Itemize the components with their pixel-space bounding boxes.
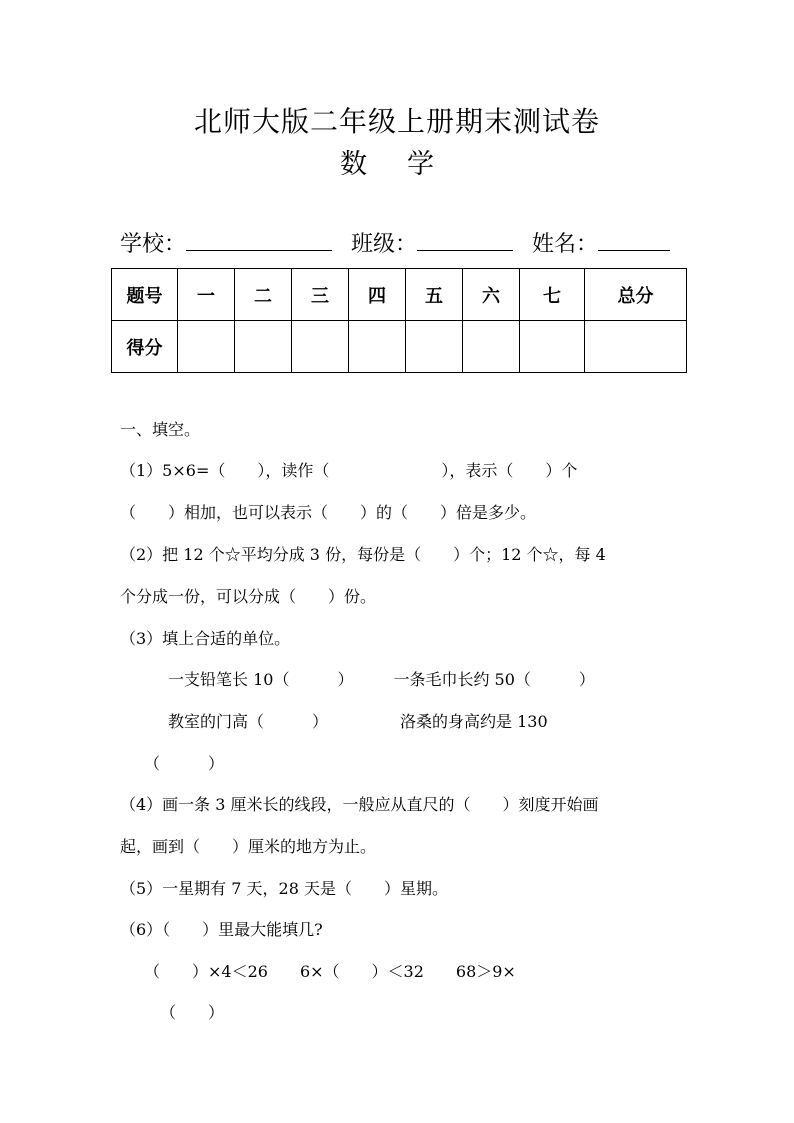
class-label: 班级： bbox=[351, 232, 418, 257]
score-row bbox=[112, 321, 687, 373]
school-field[interactable] bbox=[186, 228, 332, 251]
question-line: 起，画到（ ）厘米的地方为止。 bbox=[120, 837, 377, 856]
question-line: 一支铅笔长 10（ ） 一条毛巾长约 50（ ） bbox=[120, 670, 595, 689]
table-header-cell: 总分 bbox=[585, 269, 687, 321]
class-field[interactable] bbox=[417, 228, 513, 251]
question-line: （5）一星期有 7 天，28 天是（ ）星期。 bbox=[120, 879, 448, 898]
table-header-cell: 六 bbox=[463, 269, 520, 321]
question-line: 教室的门高（ ） 洛桑的身高约是 130 bbox=[120, 712, 548, 731]
question-line: （3）填上合适的单位。 bbox=[120, 629, 291, 648]
name-field[interactable] bbox=[598, 228, 670, 251]
question-line: （ ） bbox=[120, 1003, 225, 1022]
page-subtitle: 数学 bbox=[340, 149, 474, 180]
question-line: （ ）相加，也可以表示（ ）的（ ）倍是多少。 bbox=[120, 503, 537, 522]
score-cell[interactable] bbox=[235, 321, 292, 373]
score-cell[interactable] bbox=[520, 321, 585, 373]
question-line: （4）画一条 3 厘米长的线段，一般应从直尺的（ ）刻度开始画 bbox=[120, 795, 599, 814]
name-label: 姓名： bbox=[532, 232, 599, 257]
question-line: （1）5×6=（ ），读作（ ），表示（ ）个 bbox=[120, 461, 578, 480]
question-line: （6）（ ）里最大能填几? bbox=[120, 920, 323, 939]
table-header-cell: 五 bbox=[406, 269, 463, 321]
score-row-label: 得分 bbox=[112, 321, 178, 373]
score-table bbox=[111, 268, 687, 373]
score-cell[interactable] bbox=[292, 321, 349, 373]
score-cell[interactable] bbox=[585, 321, 687, 373]
score-cell[interactable] bbox=[178, 321, 235, 373]
table-header-cell: 一 bbox=[178, 269, 235, 321]
question-line: （2）把 12 个☆平均分成 3 份，每份是（ ）个；12 个☆，每 4 bbox=[120, 545, 606, 564]
page-title: 北师大版二年级上册期末测试卷 bbox=[193, 105, 600, 138]
table-header-cell: 题号 bbox=[112, 269, 178, 321]
section-heading: 一、填空。 bbox=[120, 420, 201, 439]
table-header-cell: 四 bbox=[349, 269, 406, 321]
score-cell[interactable] bbox=[349, 321, 406, 373]
question-line: （ ） bbox=[120, 754, 225, 773]
question-line: 个分成一份，可以分成（ ）份。 bbox=[120, 587, 377, 606]
table-header-cell: 七 bbox=[520, 269, 585, 321]
question-line: （ ）×4＜26 6×（ ）＜32 68＞9× bbox=[120, 962, 516, 981]
score-cell[interactable] bbox=[463, 321, 520, 373]
student-info-line bbox=[120, 227, 670, 258]
table-header-cell: 三 bbox=[292, 269, 349, 321]
school-label: 学校： bbox=[120, 232, 187, 257]
score-cell[interactable] bbox=[406, 321, 463, 373]
question-number-row bbox=[112, 269, 687, 321]
table-header-cell: 二 bbox=[235, 269, 292, 321]
